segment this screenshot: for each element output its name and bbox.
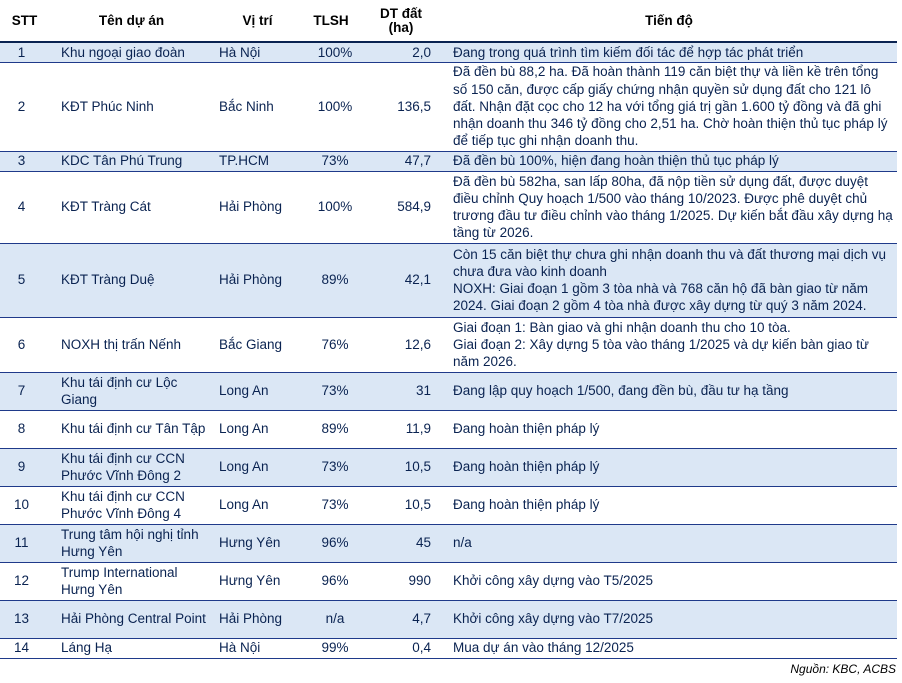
cell-project-name: Khu ngoại giao đoàn [49, 42, 214, 62]
table-row [0, 372, 897, 410]
cell-project-name: KĐT Phúc Ninh [49, 62, 214, 151]
cell-progress: Đã đền bù 100%, hiện đang hoàn thiện thủ tục pháp lý [441, 151, 897, 171]
cell-location: Bắc Giang [214, 317, 301, 372]
cell-project-name: Khu tái định cư CCN Phước Vĩnh Đông 4 [49, 486, 214, 524]
cell-project-name: Hải Phòng Central Point [49, 600, 214, 638]
cell-stt: 11 [0, 524, 49, 562]
table-row [0, 524, 897, 562]
cell-stt: 12 [0, 562, 49, 600]
cell-progress: Khởi công xây dựng vào T7/2025 [441, 600, 897, 638]
cell-ownership: 73% [301, 486, 361, 524]
header-project-name: Tên dự án [49, 0, 214, 42]
cell-land-area: 10,5 [361, 486, 441, 524]
table-row [0, 171, 897, 243]
table-row [0, 317, 897, 372]
cell-progress: Đang lập quy hoạch 1/500, đang đền bù, đầu tư hạ tầng [441, 372, 897, 410]
cell-ownership: 99% [301, 638, 361, 658]
cell-progress: Giai đoạn 1: Bàn giao và ghi nhận doanh thu cho 10 tòa. Giai đoạn 2: Xây dựng 5 tòa vào tháng 1/2025 và dự kiến bàn giao từ năm 2026. [441, 317, 897, 372]
cell-project-name: Khu tái định cư Lộc Giang [49, 372, 214, 410]
cell-land-area: 4,7 [361, 600, 441, 638]
header-land-area [361, 0, 441, 42]
cell-progress: Còn 15 căn biệt thự chưa ghi nhận doanh thu và đất thương mại dịch vụ chưa đưa vào kinh doanh NOXH: Giai đoạn 1 gồm 3 tòa nhà và 768 căn hộ đã bàn giao từ năm 2024. Giai đoạn 2 gồm 4 tòa nhà được xây dựng từ quý 3 năm 2024. [441, 243, 897, 317]
cell-progress: Đang hoàn thiện pháp lý [441, 410, 897, 448]
cell-progress: Đã đền bù 582ha, san lấp 80ha, đã nộp tiền sử dụng đất, được duyệt điều chỉnh Quy hoạch 1/500 vào tháng 10/2023. Được phê duyệt chủ trương đầu tư điều chỉnh vào tháng 1/2025. Dự kiến bắt đầu xây dựng hạ tầng từ 2026. [441, 171, 897, 243]
header-progress: Tiến độ [441, 0, 897, 42]
cell-location: Hà Nội [214, 42, 301, 62]
cell-progress: Khởi công xây dựng vào T5/2025 [441, 562, 897, 600]
cell-land-area: 584,9 [361, 171, 441, 243]
cell-land-area: 990 [361, 562, 441, 600]
header-location: Vị trí [214, 0, 301, 42]
table-row [0, 448, 897, 486]
cell-project-name: Khu tái định cư Tân Tập [49, 410, 214, 448]
cell-ownership: 96% [301, 562, 361, 600]
cell-land-area: 11,9 [361, 410, 441, 448]
cell-stt: 6 [0, 317, 49, 372]
cell-project-name: KĐT Tràng Cát [49, 171, 214, 243]
cell-ownership: 89% [301, 243, 361, 317]
cell-land-area: 2,0 [361, 42, 441, 62]
cell-progress: Mua dự án vào tháng 12/2025 [441, 638, 897, 658]
table-row [0, 562, 897, 600]
cell-location: Bắc Ninh [214, 62, 301, 151]
table-row [0, 486, 897, 524]
cell-stt: 1 [0, 42, 49, 62]
cell-land-area: 12,6 [361, 317, 441, 372]
table-row [0, 151, 897, 171]
cell-stt: 4 [0, 171, 49, 243]
cell-ownership: 100% [301, 62, 361, 151]
cell-stt: 13 [0, 600, 49, 638]
cell-project-name: NOXH thị trấn Nếnh [49, 317, 214, 372]
cell-stt: 9 [0, 448, 49, 486]
cell-location: TP.HCM [214, 151, 301, 171]
header-stt: STT [0, 0, 49, 42]
cell-land-area: 42,1 [361, 243, 441, 317]
cell-location: Hải Phòng [214, 600, 301, 638]
cell-location: Hưng Yên [214, 524, 301, 562]
cell-project-name: KĐT Tràng Duệ [49, 243, 214, 317]
cell-progress: Đã đền bù 88,2 ha. Đã hoàn thành 119 căn biệt thự và liền kề trên tổng số 150 căn, được cấp giấy chứng nhận quyền sử dụng đất cho 121 lô đất. Nhận đặt cọc cho 12 ha với tổng giá trị gần 1.600 tỷ đồng và đã ghi nhận doanh thu 346 tỷ đồng cho 2,51 ha. Chờ hoàn thiện thủ tục pháp lý để tiếp tục ghi nhận doanh thu. [441, 62, 897, 151]
header-ownership: TLSH [301, 0, 361, 42]
cell-ownership: 73% [301, 372, 361, 410]
cell-ownership: 96% [301, 524, 361, 562]
cell-land-area: 0,4 [361, 638, 441, 658]
cell-location: Hà Nội [214, 638, 301, 658]
cell-ownership: 89% [301, 410, 361, 448]
cell-project-name: KDC Tân Phú Trung [49, 151, 214, 171]
header-land-area-line1: DT đất [380, 5, 422, 21]
cell-ownership: 100% [301, 42, 361, 62]
cell-stt: 8 [0, 410, 49, 448]
table-row [0, 600, 897, 638]
cell-location: Hải Phòng [214, 171, 301, 243]
cell-progress: n/a [441, 524, 897, 562]
cell-stt: 3 [0, 151, 49, 171]
cell-stt: 10 [0, 486, 49, 524]
cell-location: Long An [214, 448, 301, 486]
cell-progress: Đang trong quá trình tìm kiếm đối tác để hợp tác phát triển [441, 42, 897, 62]
cell-location: Long An [214, 486, 301, 524]
cell-ownership: 76% [301, 317, 361, 372]
table-row [0, 62, 897, 151]
table-row [0, 410, 897, 448]
cell-land-area: 10,5 [361, 448, 441, 486]
cell-stt: 14 [0, 638, 49, 658]
cell-land-area: 47,7 [361, 151, 441, 171]
cell-ownership: 73% [301, 151, 361, 171]
cell-land-area: 31 [361, 372, 441, 410]
cell-land-area: 45 [361, 524, 441, 562]
source-note: Nguồn: KBC, ACBS [790, 662, 896, 676]
cell-progress: Đang hoàn thiện pháp lý [441, 486, 897, 524]
cell-stt: 2 [0, 62, 49, 151]
table-row [0, 638, 897, 658]
cell-project-name: Láng Hạ [49, 638, 214, 658]
cell-progress: Đang hoàn thiện pháp lý [441, 448, 897, 486]
cell-location: Hải Phòng [214, 243, 301, 317]
cell-ownership: n/a [301, 600, 361, 638]
cell-project-name: Trump International Hưng Yên [49, 562, 214, 600]
cell-ownership: 100% [301, 171, 361, 243]
cell-ownership: 73% [301, 448, 361, 486]
cell-land-area: 136,5 [361, 62, 441, 151]
cell-stt: 5 [0, 243, 49, 317]
cell-location: Long An [214, 410, 301, 448]
header-land-area-line2: (ha) [388, 19, 414, 35]
header-row [0, 0, 897, 42]
table-row [0, 42, 897, 62]
cell-stt: 7 [0, 372, 49, 410]
table-row [0, 243, 897, 317]
cell-project-name: Khu tái định cư CCN Phước Vĩnh Đông 2 [49, 448, 214, 486]
cell-project-name: Trung tâm hội nghị tỉnh Hưng Yên [49, 524, 214, 562]
cell-location: Long An [214, 372, 301, 410]
cell-location: Hưng Yên [214, 562, 301, 600]
